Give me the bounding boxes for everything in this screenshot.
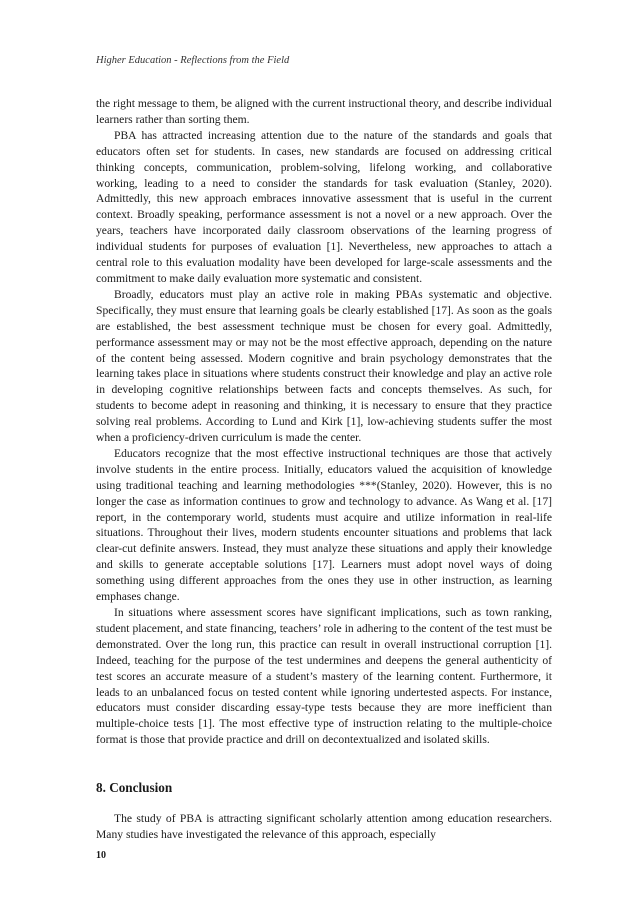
paragraph-assessment-scores: In situations where assessment scores have significant implications, such as town ranking, student placement, and state financing, teachers’ role in adhering to the content of the test must be demonstrated. Over the long run, this practice can result in overall instructional corruption [1]. Indeed, teaching for the purpose of the test undermines and deepens the general authenticity of test scores an accurate measure of a student’s mastery of the learning content. Furthermore, it leads to an unbalanced focus on tested content while ignoring undertested aspects. For instance, educators must consider discarding essay-type tests because they are more inefficient than multiple-choice tests [1]. The most effective type of instruction relating to the multiple-choice format is those that provide practice and drill on decontextualized and isolated skills.: [96, 606, 552, 747]
paragraph-educators-role: Broadly, educators must play an active role in making PBAs systematic and objective. Specifically, they must ensure that learning goals be clearly established [17]. As soon as the goals are established, the best assessment technique must be chosen for every goal. Admittedly, performance assessment may or may not be the most effective approach, depending on the nature of the content being assessed. Modern cognitive and brain psychology demonstrates that the learning takes place in situations where students construct their knowledge and play an active role in developing cognitive relationships between facts and concepts themselves. As such, for students to become adept in reasoning and thinking, it is necessary to ensure that they practice solving real problems. According to Lund and Kirk [1], low-achieving students suffer the most when a proficiency-driven curriculum is made the center.: [96, 287, 552, 445]
paragraph-conclusion: The study of PBA is attracting significant scholarly attention among education researchers. Many studies have investigated the relevance of this approach, especially: [96, 812, 552, 841]
paragraph-instructional-techniques: Educators recognize that the most effective instructional techniques are those that actively involve students in the entire process. Initially, educators valued the acquisition of knowledge using traditional teaching and learning methodologies ***(Stanley, 2020). However, this is no longer the case as information continues to grow and technology to advance. As Wang et al. [17] report, in the contemporary world, students must acquire and utilize information in real-life situations. Throughout their lives, modern students encounter situations and problems that lack clear-cut definite answers. Instead, they must analyze these situations and apply their knowledge and skills to generate acceptable solutions [17]. Learners must adopt novel ways of doing something using different approaches from the ones they use in other instruction, as learning emphases change.: [96, 446, 552, 604]
paragraph-continuation: the right message to them, be aligned with the current instructional theory, and describe individual learners rather than sorting them.: [96, 97, 552, 126]
running-header: Higher Education - Reflections from the Field: [96, 55, 290, 66]
section-heading: 8. Conclusion: [96, 780, 173, 795]
page-number: 10: [96, 850, 106, 861]
body-text: [96, 96, 552, 748]
paragraph-pba-attention: PBA has attracted increasing attention due to the nature of the standards and goals that educators often set for students. In cases, new standards are focused on addressing critical thinking concepts, communication, problem-solving, lifelong working, and collaborative working, leading to a need to consider the standards for task evaluation (Stanley, 2020). Admittedly, this new approach embraces innovative assessment that is useful in the current context. Broadly speaking, performance assessment is not a novel or a new approach. Over the years, teachers have incorporated daily classroom observations of the learning progress of individual students for purposes of evaluation [1]. Nevertheless, new approaches to attach a central role to this evaluation modality have been developed for large-scale assessments and the commitment to make daily evaluation more systematic and consistent.: [96, 128, 552, 285]
conclusion-text: [96, 811, 552, 843]
